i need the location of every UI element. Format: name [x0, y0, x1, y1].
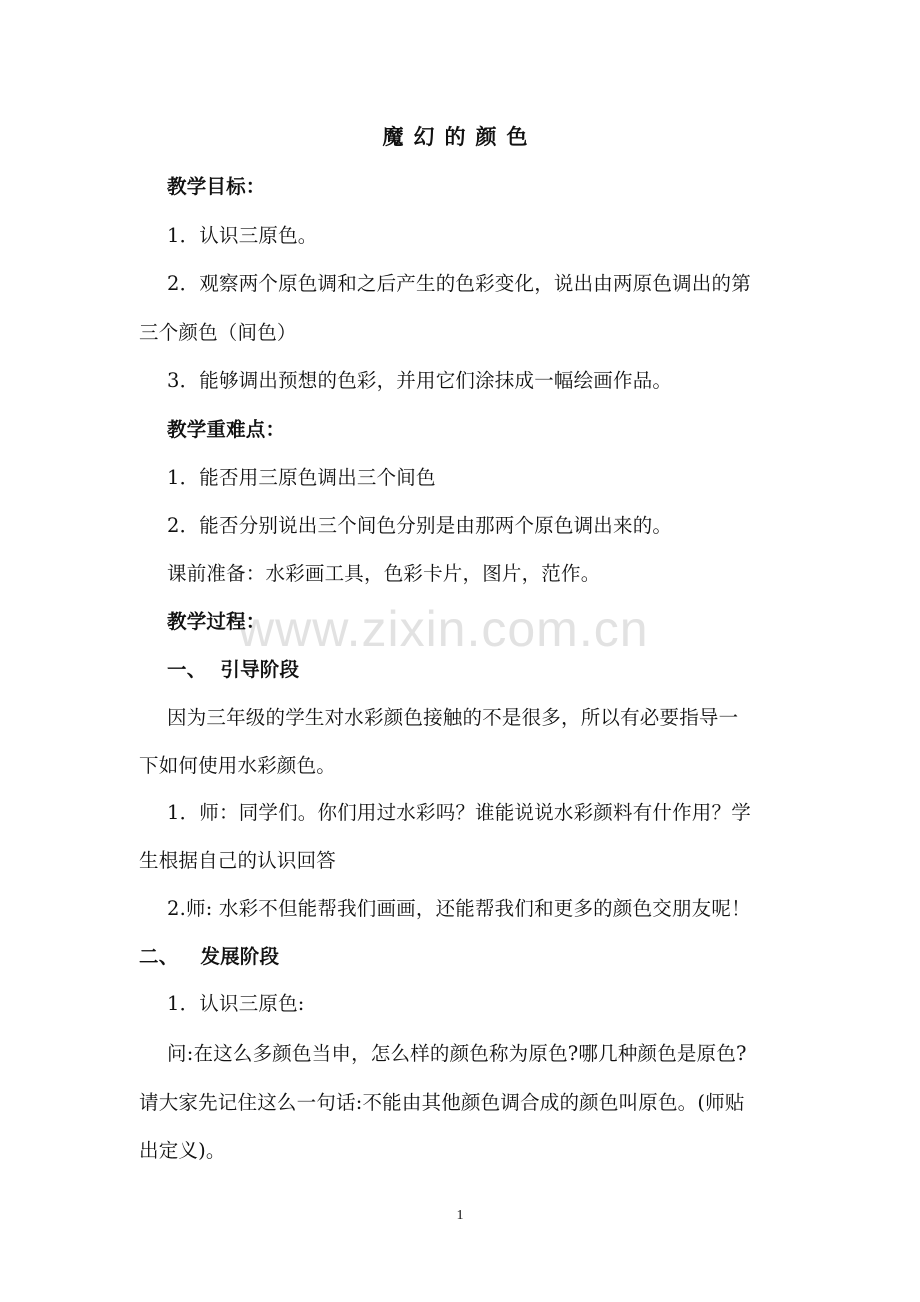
paragraph-line: 1．认识三原色: [167, 992, 305, 1015]
section-heading-1 [167, 656, 299, 684]
paragraph-line: 问:在这么多颜色当申，怎么样的颜色称为原色?哪几种颜色是原色? [167, 1042, 747, 1065]
page-number: 1 [456, 1208, 464, 1223]
paragraph-line: 3．能够调出预想的色彩，并用它们涂抹成一幅绘画作品。 [167, 369, 673, 392]
paragraph-line: 下如何使用水彩颜色。 [139, 754, 337, 777]
document-title: 魔幻的颜色 [382, 125, 538, 149]
heading-objectives: 教学目标： [167, 175, 266, 198]
heading-key-points: 教学重难点： [167, 418, 286, 441]
section-title: 引导阶段 [220, 658, 300, 681]
paragraph-line: 1．师：同学们。你们用过水彩吗？谁能说说水彩颜料有什作用？学 [167, 801, 751, 824]
section-heading-2 [139, 943, 279, 971]
paragraph-line: 1．能否用三原色调出三个间色 [167, 466, 436, 489]
paragraph-line: 2．观察两个原色调和之后产生的色彩变化，说出由两原色调出的第 [167, 272, 751, 295]
paragraph-line: 2．能否分别说出三个间色分别是由那两个原色调出来的。 [167, 514, 673, 537]
paragraph-line: 1．认识三原色。 [167, 224, 318, 247]
paragraph-line: 三个颜色（间色） [139, 321, 297, 344]
paragraph-line: 2.师: 水彩不但能帮我们画画，还能帮我们和更多的颜色交朋友呢！ [167, 897, 751, 920]
paragraph-line: 出定义)。 [139, 1139, 226, 1162]
paragraph-line: 课前准备：水彩画工具，色彩卡片，图片，范作。 [167, 562, 601, 585]
section-number: 二、 [139, 945, 179, 968]
paragraph-line: 请大家先记住这么一句话:不能由其他颜色调合成的颜色叫原色。(师贴 [139, 1091, 745, 1114]
section-number: 一、 [167, 658, 207, 681]
paragraph-line: 生根据自己的认识回答 [139, 849, 337, 872]
heading-process: 教学过程： [167, 610, 266, 633]
watermark: www.zixin.com.cn [238, 601, 649, 657]
section-title: 发展阶段 [200, 945, 280, 968]
paragraph-line: 因为三年级的学生对水彩颜色接触的不是很多，所以有必要指导一 [167, 706, 739, 729]
